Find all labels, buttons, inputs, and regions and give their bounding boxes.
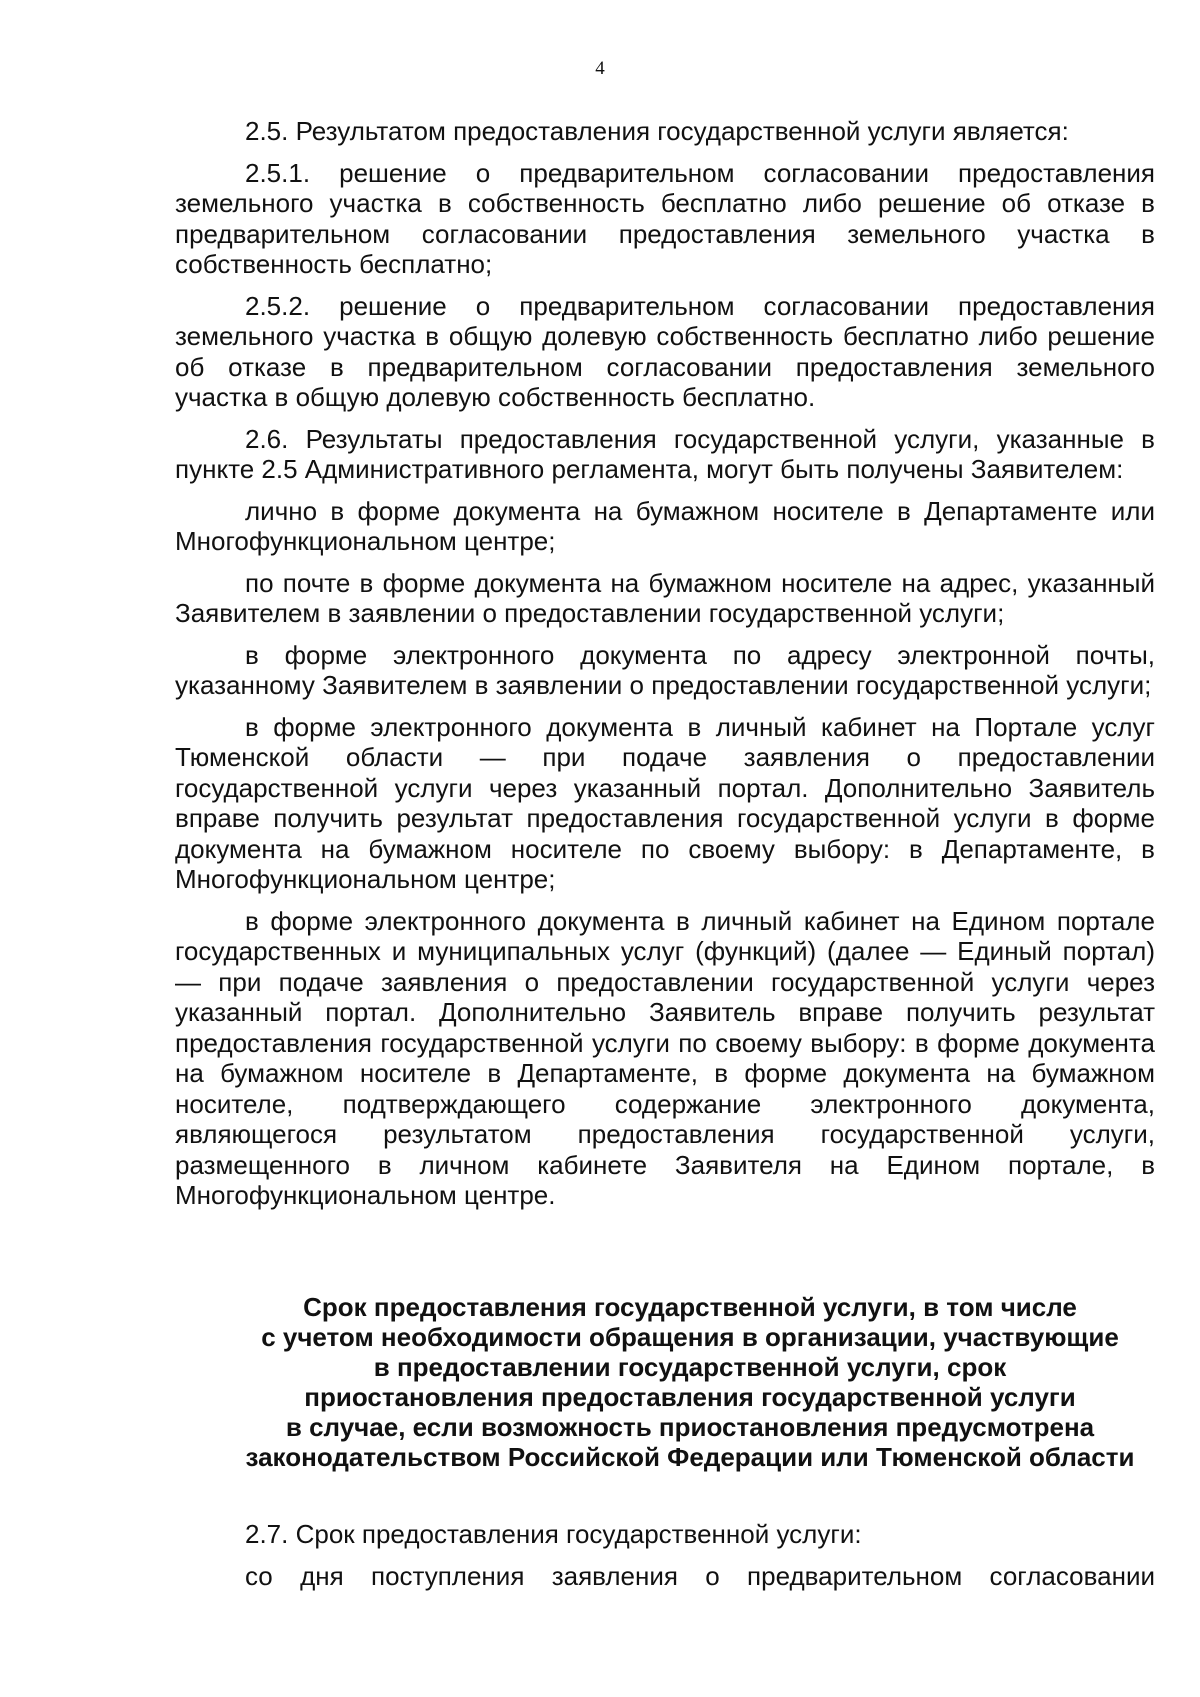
heading-line: Срок предоставления государственной услуги, в том числе [303, 1292, 1077, 1322]
document-tail [175, 1519, 1155, 1602]
page-number: 4 [595, 58, 605, 79]
paragraph-term-start: со дня поступления заявления о предварительном согласовании [245, 1560, 1155, 1591]
paragraph-option-unified-portal: в форме электронного документа в личный кабинет на Едином портале государственных и муниципальных услуг (функций) (далее — Единый портал) — при подаче заявления о предоставлении государственной услуги через указанный портал. Дополнительно Заявитель вправе получить результат предоставления государственной услуги по своему выбору: в форме документа на бумажном носителе в Департаменте, в форме документа на бумажном носителе, подтверждающего содержание электронного документа, являющегося результатом предоставления государственной услуги, размещенного в личном кабинете Заявителя на Едином портале, в Многофункциональном центре. [175, 905, 1155, 1210]
heading-line: приостановления предоставления государственной услуги [304, 1382, 1076, 1412]
heading-line: в предоставлении государственной услуги, срок [373, 1352, 1007, 1382]
paragraph-option-in-person: лично в форме документа на бумажном носителе в Департаменте или Многофункциональном центре; [175, 495, 1155, 556]
paragraph-option-email: в форме электронного документа по адресу электронной почты, указанному Заявителем в заявлении о предоставлении государственной услуги; [175, 639, 1155, 700]
document-body [175, 116, 1155, 1222]
section-heading [230, 1292, 1150, 1472]
heading-line: в случае, если возможность приостановления предусмотрена [285, 1412, 1095, 1442]
paragraph-2-5-1: 2.5.1. решение о предварительном согласовании предоставления земельного участка в собственность бесплатно либо решение об отказе в предварительном согласовании предоставления земельного участка в собственность бесплатно; [175, 157, 1155, 279]
paragraph-2-5: 2.5. Результатом предоставления государственной услуги является: [245, 116, 1069, 146]
paragraph-2-6: 2.6. Результаты предоставления государственной услуги, указанные в пункте 2.5 Административного регламента, могут быть получены Заявителем: [175, 423, 1155, 484]
heading-line: законодательством Российской Федерации или Тюменской области [245, 1442, 1135, 1472]
paragraph-option-regional-portal: в форме электронного документа в личный кабинет на Портале услуг Тюменской области — при подаче заявления о предоставлении государственной услуги через указанный портал. Дополнительно Заявитель вправе получить результат предоставления государственной услуги в форме документа на бумажном носителе по своему выбору: в Департаменте, в Многофункциональном центре; [175, 711, 1155, 894]
paragraph-2-5-2: 2.5.2. решение о предварительном согласовании предоставления земельного участка в общую долевую собственность бесплатно либо решение об отказе в предварительном согласовании предоставления земельного участка в общую долевую собственность бесплатно. [175, 290, 1155, 412]
paragraph-option-mail: по почте в форме документа на бумажном носителе на адрес, указанный Заявителем в заявлении о предоставлении государственной услуги; [175, 567, 1155, 628]
heading-line: с учетом необходимости обращения в организации, участвующие [261, 1322, 1119, 1352]
paragraph-2-7: 2.7. Срок предоставления государственной услуги: [245, 1519, 862, 1549]
